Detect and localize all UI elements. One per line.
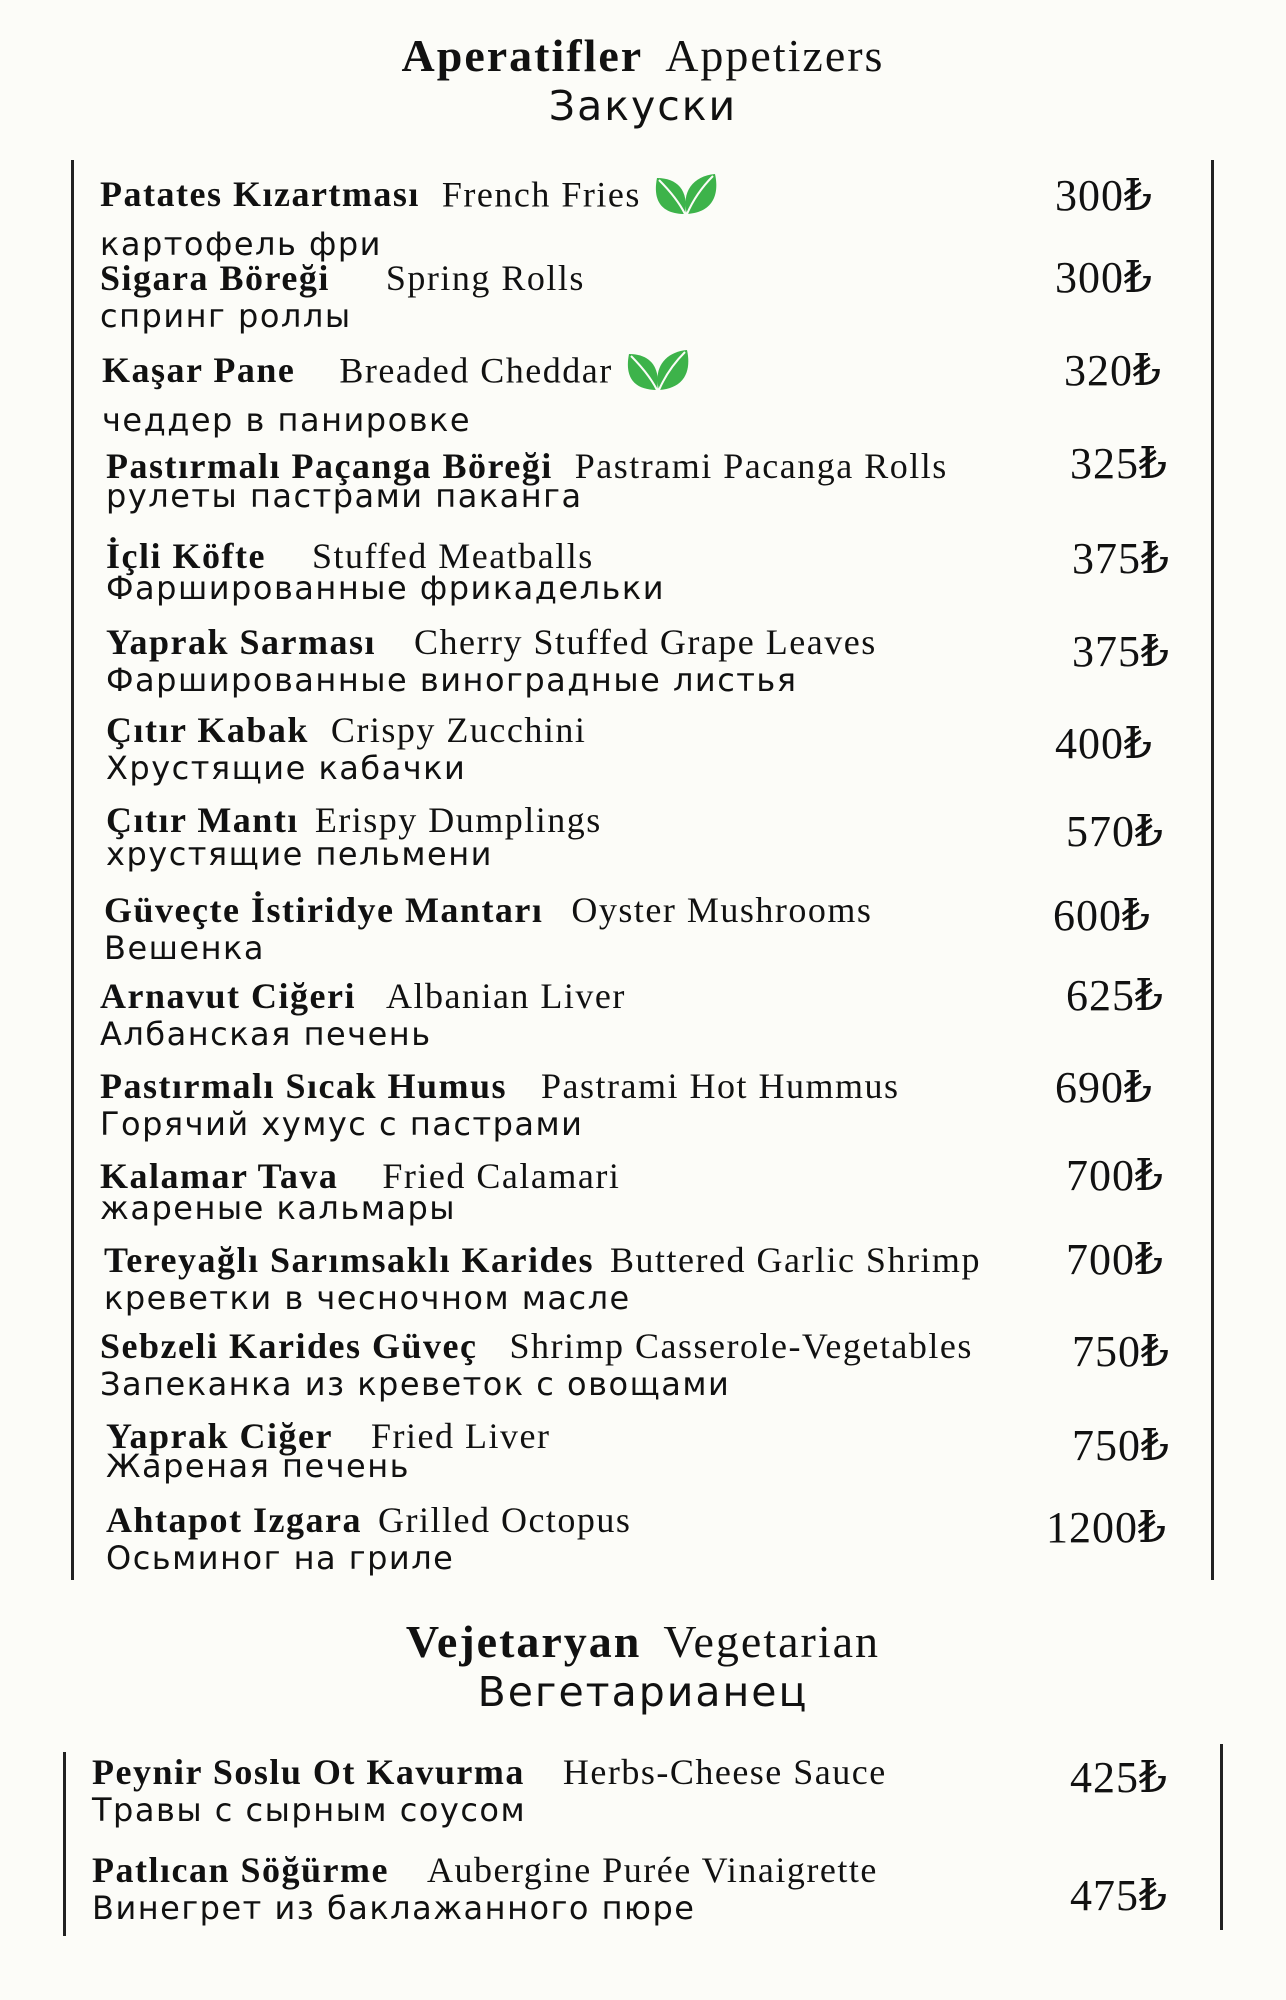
item-price: 1200₺ bbox=[1046, 1503, 1167, 1552]
item-name-tr: Arnavut Ciğeri bbox=[100, 976, 356, 1016]
section-title-en: Appetizers bbox=[665, 30, 885, 81]
item-name-ru: Горячий хумус с пастрами bbox=[100, 1105, 584, 1143]
item-name-en: Buttered Garlic Shrimp bbox=[610, 1240, 981, 1280]
item-price: 320₺ bbox=[1064, 346, 1162, 395]
section-title-appetizers bbox=[0, 30, 1286, 130]
item-name-en: Erispy Dumplings bbox=[314, 800, 602, 840]
item-name-ru: креветки в чесночном масле bbox=[104, 1279, 631, 1317]
item-name-ru: хрустящие пельмени bbox=[106, 835, 493, 873]
item-price: 750₺ bbox=[1072, 1421, 1170, 1470]
section-title-vegetarian bbox=[0, 1616, 1286, 1716]
item-name-ru: Албанская печень bbox=[100, 1015, 432, 1053]
item-name-en: Shrimp Casserole-Vegetables bbox=[509, 1326, 973, 1366]
item-name-en: Crispy Zucchini bbox=[330, 710, 587, 750]
item-price: 475₺ bbox=[1070, 1871, 1168, 1920]
item-price: 600₺ bbox=[1053, 891, 1151, 940]
item-price: 750₺ bbox=[1072, 1327, 1170, 1376]
menu-item bbox=[106, 800, 602, 872]
item-name-tr: Sebzeli Karides Güveç bbox=[100, 1326, 478, 1366]
item-price: 375₺ bbox=[1072, 534, 1170, 583]
item-name-en: French Fries bbox=[441, 174, 641, 215]
section-title-ru: Вегетарианец bbox=[477, 1668, 809, 1716]
menu-item bbox=[106, 1416, 550, 1484]
item-name-ru: чеддер в панировке bbox=[102, 401, 472, 439]
item-price: 425₺ bbox=[1070, 1753, 1168, 1802]
item-name-en: Stuffed Meatballs bbox=[311, 536, 594, 576]
menu-item bbox=[106, 446, 948, 514]
item-name-tr: Çıtır Mantı bbox=[106, 800, 299, 840]
item-name-ru: Фаршированные фрикадельки bbox=[106, 569, 666, 607]
item-name-en: Pastrami Hot Hummus bbox=[541, 1066, 900, 1106]
item-name-ru: рулеты пастрами паканга bbox=[106, 477, 583, 515]
item-name-ru: Запеканка из креветок с овощами bbox=[100, 1365, 731, 1403]
item-name-en: Fried Liver bbox=[371, 1416, 551, 1456]
item-price: 375₺ bbox=[1072, 627, 1170, 676]
item-name-tr: Güveçte İstiridye Mantarı bbox=[104, 890, 544, 930]
item-name-tr: İçli Köfte bbox=[106, 536, 266, 576]
item-name-en: Aubergine Purée Vinaigrette bbox=[426, 1850, 878, 1890]
item-name-en: Herbs-Cheese Sauce bbox=[562, 1752, 887, 1792]
item-name-tr: Pastırmalı Sıcak Humus bbox=[100, 1066, 508, 1106]
menu-item bbox=[104, 1240, 981, 1316]
item-name-tr: Ahtapot Izgara bbox=[106, 1500, 362, 1540]
menu-item bbox=[100, 1326, 973, 1402]
menu-item bbox=[102, 346, 693, 438]
item-name-ru: спринг роллы bbox=[100, 297, 352, 335]
border-right bbox=[1220, 1744, 1223, 1930]
item-name-ru: картофель фри bbox=[100, 225, 382, 263]
item-price: 700₺ bbox=[1066, 1151, 1164, 1200]
menu-item bbox=[100, 1156, 620, 1226]
menu-item bbox=[92, 1752, 887, 1828]
item-price: 300₺ bbox=[1055, 253, 1153, 302]
item-name-tr: Patlıcan Söğürme bbox=[92, 1850, 389, 1890]
item-name-ru: Вешенка bbox=[104, 929, 265, 967]
item-name-en: Pastrami Pacanga Rolls bbox=[574, 446, 948, 486]
section-title-ru: Закуски bbox=[548, 82, 738, 130]
item-name-en: Breaded Cheddar bbox=[339, 350, 613, 391]
item-price: 690₺ bbox=[1055, 1063, 1153, 1112]
menu-item bbox=[106, 710, 586, 786]
menu-item bbox=[104, 890, 872, 966]
item-name-tr: Yaprak Ciğer bbox=[106, 1416, 333, 1456]
leaf-icon bbox=[623, 346, 693, 402]
item-name-en: Spring Rolls bbox=[385, 258, 585, 298]
border-right bbox=[1211, 160, 1214, 1580]
item-name-tr: Peynir Soslu Ot Kavurma bbox=[92, 1752, 525, 1792]
item-name-tr: Patates Kızartması bbox=[100, 174, 420, 215]
section-title-tr: Vejetaryan bbox=[405, 1616, 642, 1667]
item-name-tr: Kalamar Tava bbox=[100, 1156, 339, 1196]
menu-item bbox=[100, 170, 721, 262]
leaf-icon bbox=[651, 170, 721, 226]
item-name-ru: Фаршированные виноградные листья bbox=[106, 661, 798, 699]
border-left bbox=[71, 160, 74, 1580]
item-name-ru: Винегрет из баклажанного пюре bbox=[92, 1889, 696, 1927]
item-name-en: Albanian Liver bbox=[385, 976, 626, 1016]
item-name-ru: Осьминог на гриле bbox=[106, 1539, 455, 1577]
item-price: 700₺ bbox=[1066, 1235, 1164, 1284]
item-name-tr: Pastırmalı Paçanga Böreği bbox=[106, 446, 553, 486]
item-name-tr: Kaşar Pane bbox=[102, 350, 296, 391]
item-name-ru: Жареная печень bbox=[106, 1447, 411, 1485]
item-price: 400₺ bbox=[1055, 719, 1153, 768]
item-price: 625₺ bbox=[1066, 971, 1164, 1020]
item-name-ru: Травы с сырным соусом bbox=[92, 1791, 527, 1829]
item-price: 325₺ bbox=[1070, 439, 1168, 488]
menu-item bbox=[100, 1066, 900, 1142]
section-title-tr: Aperatifler bbox=[401, 30, 644, 81]
menu-item bbox=[100, 976, 626, 1052]
item-name-tr: Çıtır Kabak bbox=[106, 710, 309, 750]
item-name-en: Grilled Octopus bbox=[377, 1500, 632, 1540]
item-name-en: Oyster Mushrooms bbox=[571, 890, 873, 930]
item-name-en: Cherry Stuffed Grape Leaves bbox=[414, 622, 877, 662]
item-name-ru: Хрустящие кабачки bbox=[106, 749, 467, 787]
menu-item bbox=[100, 258, 585, 334]
menu-item bbox=[106, 1500, 631, 1576]
menu-item bbox=[92, 1850, 878, 1926]
item-name-ru: жареные кальмары bbox=[100, 1189, 457, 1227]
border-left bbox=[63, 1752, 66, 1936]
menu-item bbox=[106, 536, 665, 606]
item-name-tr: Yaprak Sarması bbox=[106, 622, 377, 662]
menu-item bbox=[106, 622, 877, 698]
item-price: 300₺ bbox=[1055, 171, 1153, 220]
item-name-en: Fried Calamari bbox=[382, 1156, 621, 1196]
item-price: 570₺ bbox=[1066, 807, 1164, 856]
item-name-tr: Sigara Böreği bbox=[100, 258, 330, 298]
section-title-en: Vegetarian bbox=[663, 1616, 881, 1667]
item-name-tr: Tereyağlı Sarımsaklı Karides bbox=[104, 1240, 595, 1280]
